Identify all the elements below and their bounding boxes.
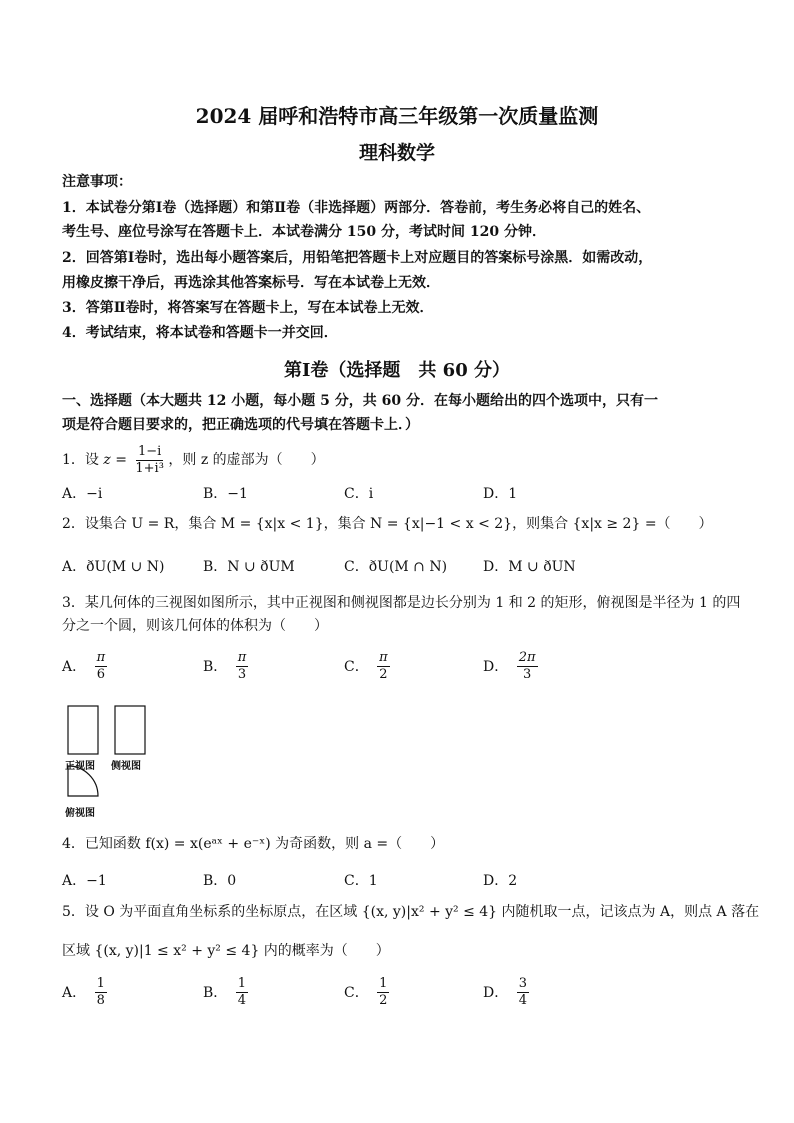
q3-option-b: B． $\frac{\pi}{3}$	[203, 650, 247, 682]
note-2b: 用橡皮擦干净后，再选涂其他答案标号．写在本试卷上无效．	[62, 275, 440, 291]
q4-option-b: B．0	[203, 873, 237, 889]
side-view-label: 侧视图	[111, 761, 141, 772]
q1-numerator: 1−i	[138, 443, 162, 459]
q1-denominator: 1+i³	[135, 460, 164, 476]
notes-heading: 注意事项：	[62, 174, 132, 190]
question-5-line-1: 5．设 O 为平面直角坐标系的坐标原点，在区域 {(x, y)|x² + y² ≤ 4} 内随机取一点，记该点为 A，则点 A 落在	[62, 904, 760, 920]
q3-option-d: D． $\frac{2\pi}{3}$	[483, 650, 536, 682]
side-view-rect	[115, 706, 145, 754]
q1-fraction	[135, 444, 164, 477]
front-view-label: 正视图	[65, 761, 95, 772]
q1-option-b: B．−1	[203, 486, 248, 502]
q1-option-c: C．i	[344, 486, 374, 502]
q2-option-a: A．ðU(M ∪ N)	[62, 559, 165, 575]
q4-option-d: D．2	[483, 873, 518, 889]
q4-option-c: C．1	[344, 873, 378, 889]
note-1a: 1．本试卷分第Ⅰ卷（选择题）和第Ⅱ卷（非选择题）两部分．答卷前，考生务必将自己的姓名、	[62, 200, 651, 216]
q3-option-c: C． $\frac{\pi}{2}$	[344, 650, 388, 682]
front-view-rect	[68, 706, 98, 754]
subject-title: 理科数学	[358, 142, 435, 164]
q1-prefix: 1．设	[62, 452, 99, 468]
exam-title: 2024 届呼和浩特市高三年级第一次质量监测	[195, 104, 599, 128]
question-1	[62, 442, 325, 478]
q5-option-d: D． $\frac{3}{4}$	[483, 976, 527, 1008]
q3-option-a: A． $\frac{\pi}{6}$	[62, 650, 106, 682]
q5-option-a: A． $\frac{1}{8}$	[62, 976, 105, 1008]
section-title: 第Ⅰ卷（选择题 共 60 分）	[283, 360, 510, 381]
q1-suffix: ，则 z 的虚部为（ ）	[168, 452, 325, 468]
question-3-line-2: 分之一个圆，则该几何体的体积为（ ）	[62, 618, 328, 634]
section-intro-b: 项是符合题目要求的，把正确选项的代号填在答题卡上．）	[62, 417, 419, 433]
note-3: 3．答第Ⅱ卷时，将答案写在答题卡上，写在本试卷上无效．	[62, 300, 434, 316]
q5-option-b: B． $\frac{1}{4}$	[203, 976, 247, 1008]
note-4: 4．考试结束，将本试卷和答题卡一并交回．	[62, 325, 338, 341]
q4-option-a: A．−1	[62, 873, 107, 889]
question-4: 4．已知函数 f(x) = x(eᵃˣ + e⁻ˣ) 为奇函数，则 a =（ ）	[62, 836, 445, 852]
note-1b: 考生号、座位号涂写在答题卡上．本试卷满分 150 分，考试时间 120 分钟．	[62, 224, 546, 240]
top-view-label: 俯视图	[65, 808, 95, 819]
q1-option-a: A．−i	[62, 486, 103, 502]
note-2a: 2．回答第Ⅰ卷时，选出每小题答案后，用铅笔把答题卡上对应题目的答案标号涂黑．如需改动，	[62, 250, 653, 266]
q2-option-c: C．ðU(M ∩ N)	[344, 559, 448, 575]
section-intro-a: 一、选择题（本大题共 12 小题，每小题 5 分，共 60 分．在每小题给出的四个选项中，只有一	[62, 393, 658, 409]
q2-option-b: B．N ∪ ðUM	[203, 559, 295, 575]
question-3-line-1: 3．某几何体的三视图如图所示，其中正视图和侧视图都是边长分别为 1 和 2 的矩形，俯视图是半径为 1 的四	[62, 595, 741, 611]
q1-option-d: D．1	[483, 486, 518, 502]
q1-z: z =	[103, 452, 127, 468]
q2-option-d: D．M ∪ ðUN	[483, 559, 576, 575]
q5-option-c: C． $\frac{1}{2}$	[344, 976, 388, 1008]
question-5-line-2: 区域 {(x, y)|1 ≤ x² + y² ≤ 4} 内的概率为（ ）	[62, 943, 390, 959]
question-2: 2．设集合 U = R，集合 M = {x|x < 1}，集合 N = {x|−1 < x < 2}，则集合 {x|x ≥ 2} =（ ）	[62, 516, 713, 532]
